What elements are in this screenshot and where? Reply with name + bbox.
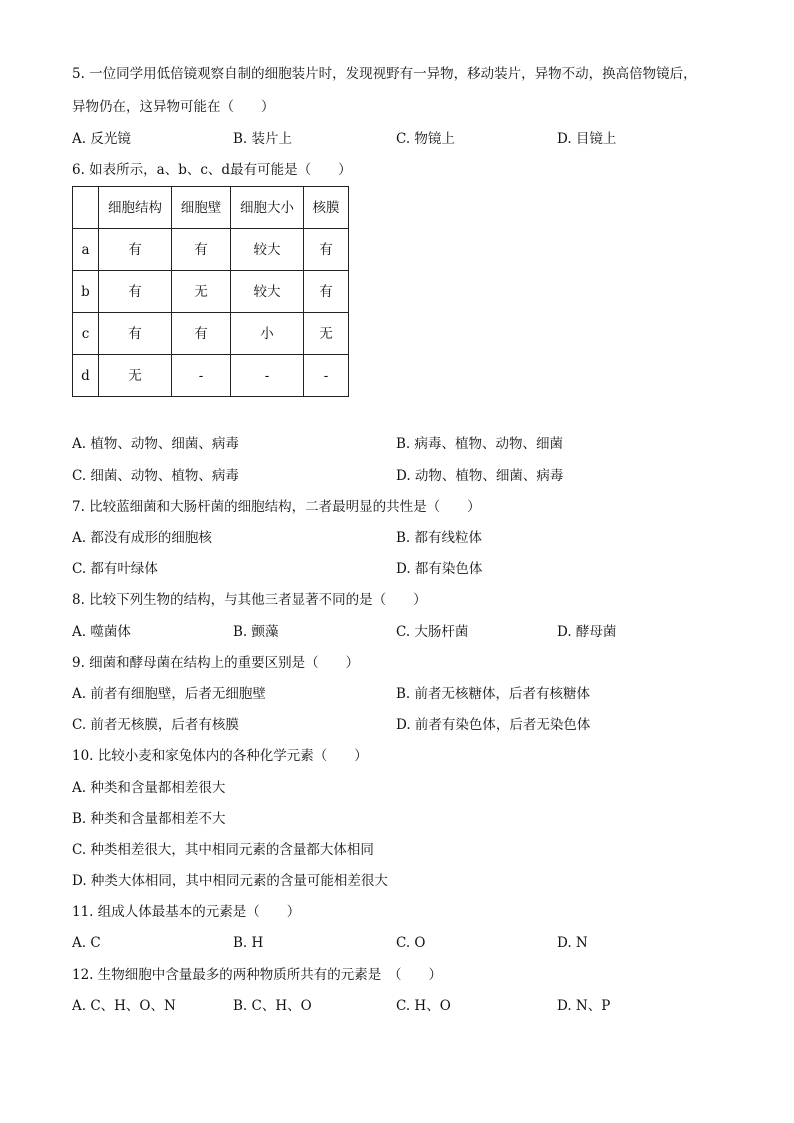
- q9-option-b: B. 前者无核糖体，后者有核糖体: [396, 686, 591, 702]
- table-header-cell: 细胞结构: [99, 187, 172, 229]
- table-header-cell: 细胞大小: [231, 187, 304, 229]
- q5-stem-line1: 5. 一位同学用低倍镜观察自制的细胞装片时，发现视野有一异物，移动装片，异物不动，换高倍物镜后，: [72, 66, 697, 82]
- q6-option-d: D. 动物、植物、细菌、病毒: [396, 468, 564, 484]
- q12-option-d: D. N、P: [557, 998, 611, 1014]
- q12-option-a: A. C、H、O、N: [72, 998, 176, 1014]
- q10-option-a: A. 种类和含量都相差很大: [72, 780, 226, 796]
- table-cell: 无: [172, 271, 231, 313]
- q12-option-c: C. H、O: [396, 998, 451, 1014]
- table-row: [73, 313, 349, 355]
- table-cell: b: [73, 271, 99, 313]
- q11-option-b: B. H: [233, 935, 264, 951]
- table-cell: d: [73, 355, 99, 397]
- table-header-cell: 细胞壁: [172, 187, 231, 229]
- q7-option-a: A. 都没有成形的细胞核: [72, 530, 212, 546]
- table-row: [73, 271, 349, 313]
- q11-option-c: C. O: [396, 935, 426, 951]
- q7-stem: 7. 比较蓝细菌和大肠杆菌的细胞结构，二者最明显的共性是（ ）: [72, 499, 481, 515]
- q5-stem-line2: 异物仍在，这异物可能在（ ）: [72, 99, 275, 115]
- table-header-cell: [73, 187, 99, 229]
- q9-option-a: A. 前者有细胞壁，后者无细胞壁: [72, 686, 266, 702]
- q9-stem: 9. 细菌和酵母菌在结构上的重要区别是（ ）: [72, 655, 360, 671]
- q11-option-d: D. N: [557, 935, 588, 951]
- q6-option-c: C. 细菌、动物、植物、病毒: [72, 468, 239, 484]
- q5-option-c: C. 物镜上: [396, 131, 455, 147]
- q7-option-c: C. 都有叶绿体: [72, 561, 158, 577]
- q12-option-b: B. C、H、O: [233, 998, 312, 1014]
- q9-option-c: C. 前者无核膜，后者有核膜: [72, 717, 239, 733]
- table-cell: 较大: [231, 271, 304, 313]
- q10-stem: 10. 比较小麦和家兔体内的各种化学元素（ ）: [72, 748, 368, 764]
- table-cell: 有: [99, 271, 172, 313]
- q6-option-b: B. 病毒、植物、动物、细菌: [396, 436, 564, 452]
- q6-option-a: A. 植物、动物、细菌、病毒: [72, 436, 239, 452]
- table-cell: 有: [172, 313, 231, 355]
- table-cell: a: [73, 229, 99, 271]
- table-cell: 较大: [231, 229, 304, 271]
- q10-option-b: B. 种类和含量都相差不大: [72, 811, 226, 827]
- q8-option-c: C. 大肠杆菌: [396, 624, 469, 640]
- q8-option-d: D. 酵母菌: [557, 624, 617, 640]
- table-cell: -: [304, 355, 349, 397]
- table-header-row: [73, 187, 349, 229]
- table-row: [73, 355, 349, 397]
- q8-option-a: A. 噬菌体: [72, 624, 131, 640]
- q11-stem: 11. 组成人体最基本的元素是（ ）: [72, 904, 301, 920]
- q8-stem: 8. 比较下列生物的结构，与其他三者显著不同的是（ ）: [72, 592, 427, 608]
- q10-option-c: C. 种类相差很大，其中相同元素的含量都大体相同: [72, 842, 374, 858]
- table-row: [73, 229, 349, 271]
- q7-option-d: D. 都有染色体: [396, 561, 483, 577]
- table-cell: 有: [99, 229, 172, 271]
- q5-option-b: B. 装片上: [233, 131, 293, 147]
- q6-stem: 6. 如表所示，a、b、c、d最有可能是（ ）: [72, 162, 352, 178]
- q5-option-d: D. 目镜上: [557, 131, 617, 147]
- table-cell: 有: [99, 313, 172, 355]
- table-cell: 有: [172, 229, 231, 271]
- q5-option-a: A. 反光镜: [72, 131, 131, 147]
- table-cell: 有: [304, 229, 349, 271]
- table-cell: -: [231, 355, 304, 397]
- table-cell: 有: [304, 271, 349, 313]
- table-cell: 无: [304, 313, 349, 355]
- table-cell: c: [73, 313, 99, 355]
- q11-option-a: A. C: [72, 935, 101, 951]
- table-cell: -: [172, 355, 231, 397]
- q6-table: [72, 186, 349, 397]
- table-cell: 无: [99, 355, 172, 397]
- q7-option-b: B. 都有线粒体: [396, 530, 483, 546]
- q12-stem: 12. 生物细胞中含量最多的两种物质所共有的元素是 （ ）: [72, 967, 443, 983]
- q9-option-d: D. 前者有染色体，后者无染色体: [396, 717, 591, 733]
- q10-option-d: D. 种类大体相同，其中相同元素的含量可能相差很大: [72, 873, 388, 889]
- q8-option-b: B. 颤藻: [233, 624, 279, 640]
- table-cell: 小: [231, 313, 304, 355]
- table-header-cell: 核膜: [304, 187, 349, 229]
